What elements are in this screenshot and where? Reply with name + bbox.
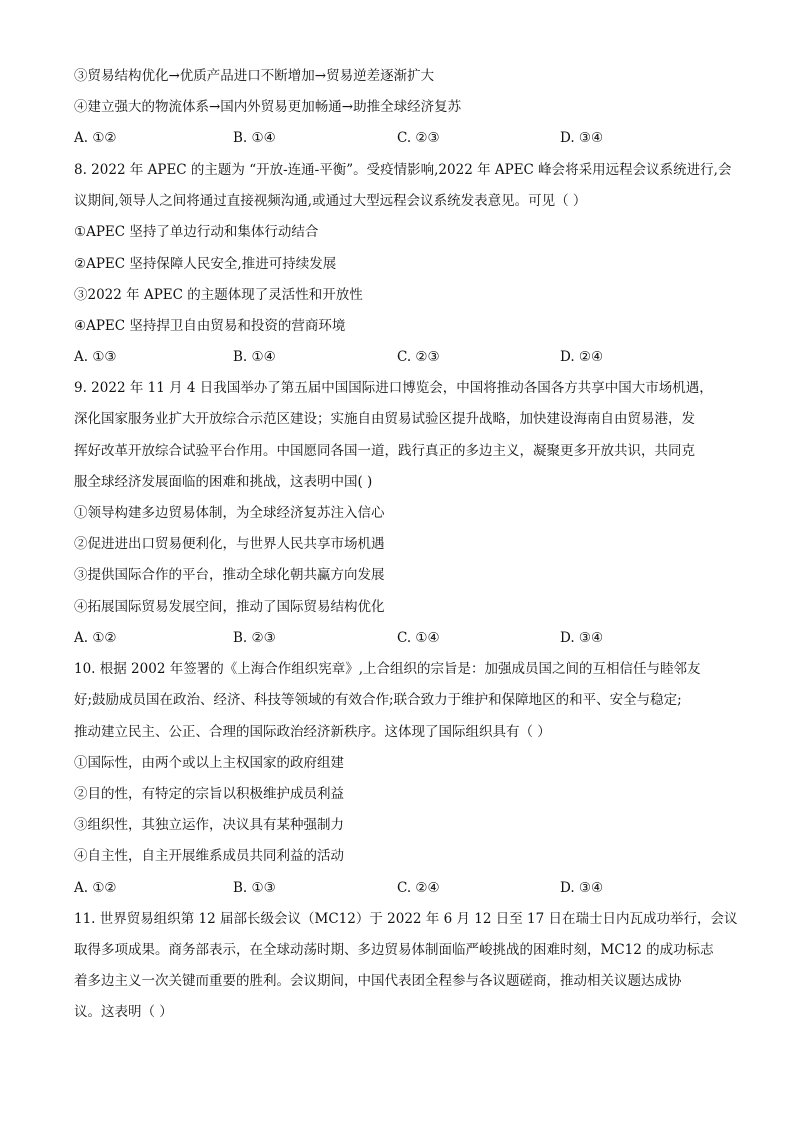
- option-a[interactable]: A. ①③: [74, 349, 117, 365]
- statement-1: ①国际性，由两个或以上主权国家的政府组建: [74, 755, 344, 771]
- question-11-stem: 11. 世界贸易组织第 12 届部长级会议（MC12）于 2022 年 6 月 12 日至 17 日在瑞士日内瓦成功举行，会议: [74, 911, 738, 927]
- answer-options: [74, 129, 734, 147]
- option-c[interactable]: C. ②③: [397, 349, 440, 365]
- question-9-stem: 9. 2022 年 11 月 4 日我国举办了第五届中国国际进口博览会，中国将推动各国各方共享中国大市场机遇，: [74, 380, 713, 396]
- statement-2: ②促进进出口贸易便利化，与世界人民共享市场机遇: [74, 536, 385, 552]
- statement-4: ④建立强大的物流体系→国内外贸易更加畅通→助推全球经济复苏: [74, 99, 462, 115]
- statement-3: ③提供国际合作的平台，推动全球化朝共赢方向发展: [74, 567, 385, 583]
- question-10-stem: 10. 根据 2002 年签署的《上海合作组织宪章》,上合组织的宗旨是：加强成员国之间的互相信任与睦邻友: [74, 661, 701, 677]
- option-b[interactable]: B. ①④: [233, 349, 276, 365]
- statement-4: ④APEC 坚持捍卫自由贸易和投资的营商环境: [74, 318, 346, 334]
- answer-options: [74, 629, 734, 647]
- question-9-stem: 深化国家服务业扩大开放综合示范区建设；实施自由贸易试验区提升战略，加快建设海南自由贸易港，发: [74, 411, 695, 427]
- statement-3: ③2022 年 APEC 的主题体现了灵活性和开放性: [74, 287, 363, 303]
- option-c[interactable]: C. ②④: [397, 880, 440, 896]
- option-c[interactable]: C. ①④: [397, 630, 440, 646]
- question-10-stem: 推动建立民主、公正、合理的国际政治经济新秩序。这体现了国际组织具有（ ）: [74, 724, 551, 740]
- question-9-stem: 服全球经济发展面临的困难和挑战，这表明中国( ): [74, 474, 373, 490]
- option-c[interactable]: C. ②③: [397, 130, 440, 146]
- statement-2: ②APEC 坚持保障人民安全,推进可持续发展: [74, 256, 337, 272]
- option-b[interactable]: B. ①④: [233, 130, 276, 146]
- option-d[interactable]: D. ③④: [560, 130, 604, 146]
- statement-3: ③组织性，其独立运作，决议具有某种强制力: [74, 817, 344, 833]
- question-11-stem: 议。这表明（ ）: [74, 1004, 173, 1020]
- statement-4: ④自主性，自主开展维系成员共同利益的活动: [74, 848, 344, 864]
- question-8-stem: 8. 2022 年 APEC 的主题为 “开放-连通-平衡”。受疫情影响,2022 年 APEC 峰会将采用远程会议系统进行,会: [74, 162, 732, 178]
- statement-1: ①APEC 坚持了单边行动和集体行动结合: [74, 224, 319, 240]
- option-a[interactable]: A. ①②: [74, 130, 117, 146]
- question-11-stem: 取得多项成果。商务部表示，在全球动荡时期、多边贸易体制面临严峻挑战的困难时刻，MC12 的成功标志: [74, 942, 714, 958]
- answer-options: [74, 348, 734, 366]
- option-a[interactable]: A. ①②: [74, 630, 117, 646]
- option-d[interactable]: D. ③④: [560, 880, 604, 896]
- answer-options: [74, 879, 734, 897]
- option-d[interactable]: D. ③④: [560, 630, 604, 646]
- question-11-stem: 着多边主义一次关键而重要的胜利。会议期间，中国代表团全程参与各议题磋商，推动相关议题达成协: [74, 973, 682, 989]
- question-9-stem: 挥好改革开放综合试验平台作用。中国愿同各国一道，践行真正的多边主义，凝聚更多开放共识，共同克: [74, 443, 695, 459]
- option-b[interactable]: B. ①③: [233, 880, 276, 896]
- option-a[interactable]: A. ①②: [74, 880, 117, 896]
- option-b[interactable]: B. ②③: [233, 630, 276, 646]
- statement-3: ③贸易结构优化→优质产品进口不断增加→贸易逆差逐渐扩大: [74, 68, 435, 84]
- statement-2: ②目的性，有特定的宗旨以积极维护成员利益: [74, 786, 344, 802]
- statement-1: ①领导构建多边贸易体制，为全球经济复苏注入信心: [74, 505, 385, 521]
- question-10-stem: 好;鼓励成员国在政治、经济、科技等领域的有效合作;联合致力于维护和保障地区的和平、安全与稳定;: [74, 692, 682, 708]
- option-d[interactable]: D. ②④: [560, 349, 604, 365]
- statement-4: ④拓展国际贸易发展空间，推动了国际贸易结构优化: [74, 599, 385, 615]
- question-8-stem: 议期间,领导人之间将通过直接视频沟通,或通过大型远程会议系统发表意见。可见（ ）: [74, 193, 587, 209]
